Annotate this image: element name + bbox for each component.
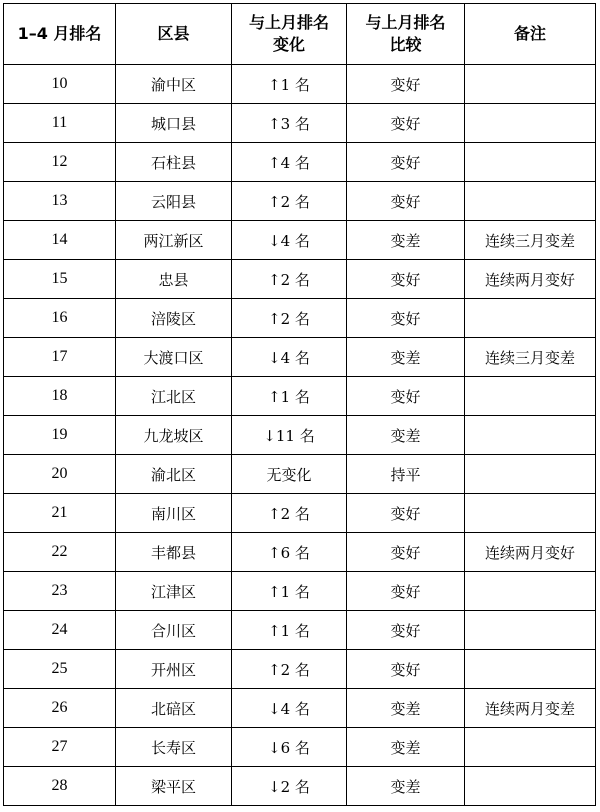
cell-rank: 17 — [4, 338, 116, 377]
table-row — [4, 572, 596, 611]
table-row — [4, 299, 596, 338]
cell-rank: 12 — [4, 143, 116, 182]
cell-district: 九龙坡区 — [116, 416, 232, 455]
cell-rank-change: ↑1 名 — [232, 65, 347, 104]
cell-rank-change: ↑1 名 — [232, 377, 347, 416]
cell-rank-compare: 变好 — [347, 611, 465, 650]
cell-rank: 19 — [4, 416, 116, 455]
table-row — [4, 65, 596, 104]
cell-district: 渝中区 — [116, 65, 232, 104]
cell-rank-change: ↑2 名 — [232, 494, 347, 533]
cell-rank-compare: 变差 — [347, 689, 465, 728]
cell-rank-compare: 变好 — [347, 299, 465, 338]
table-row — [4, 221, 596, 260]
cell-note — [465, 455, 596, 494]
table-row — [4, 767, 596, 806]
cell-rank-compare: 变好 — [347, 143, 465, 182]
cell-rank-change: ↓4 名 — [232, 689, 347, 728]
table-row — [4, 377, 596, 416]
table-row — [4, 416, 596, 455]
table-row — [4, 338, 596, 377]
cell-rank: 15 — [4, 260, 116, 299]
cell-rank: 14 — [4, 221, 116, 260]
header-rank-change: 与上月排名 变化 — [232, 4, 347, 65]
table-row — [4, 689, 596, 728]
cell-rank-change: ↓4 名 — [232, 338, 347, 377]
cell-note — [465, 416, 596, 455]
cell-district: 长寿区 — [116, 728, 232, 767]
cell-rank-change: ↑6 名 — [232, 533, 347, 572]
table-row — [4, 455, 596, 494]
cell-district: 江津区 — [116, 572, 232, 611]
cell-note: 连续三月变差 — [465, 338, 596, 377]
cell-rank-change: ↓2 名 — [232, 767, 347, 806]
header-rank-compare: 与上月排名 比较 — [347, 4, 465, 65]
table-row — [4, 260, 596, 299]
cell-rank: 10 — [4, 65, 116, 104]
table-row — [4, 611, 596, 650]
cell-district: 合川区 — [116, 611, 232, 650]
cell-rank-compare: 变好 — [347, 572, 465, 611]
cell-rank: 28 — [4, 767, 116, 806]
table-row — [4, 182, 596, 221]
cell-district: 涪陵区 — [116, 299, 232, 338]
cell-rank-change: ↑2 名 — [232, 650, 347, 689]
cell-rank-change: ↑3 名 — [232, 104, 347, 143]
cell-rank-change: ↑4 名 — [232, 143, 347, 182]
cell-rank: 23 — [4, 572, 116, 611]
cell-rank-compare: 变差 — [347, 416, 465, 455]
cell-note — [465, 494, 596, 533]
cell-rank-compare: 变好 — [347, 650, 465, 689]
cell-note — [465, 728, 596, 767]
cell-district: 两江新区 — [116, 221, 232, 260]
cell-district: 丰都县 — [116, 533, 232, 572]
cell-rank-change: ↑2 名 — [232, 299, 347, 338]
cell-rank: 25 — [4, 650, 116, 689]
cell-rank-change: ↓11 名 — [232, 416, 347, 455]
cell-rank-compare: 变差 — [347, 728, 465, 767]
table-row — [4, 728, 596, 767]
cell-rank-change: ↓4 名 — [232, 221, 347, 260]
cell-rank-compare: 变好 — [347, 104, 465, 143]
cell-note — [465, 572, 596, 611]
cell-rank-compare: 变好 — [347, 182, 465, 221]
cell-note — [465, 65, 596, 104]
cell-district: 开州区 — [116, 650, 232, 689]
cell-rank: 21 — [4, 494, 116, 533]
cell-rank-compare: 变差 — [347, 767, 465, 806]
cell-district: 大渡口区 — [116, 338, 232, 377]
header-rank: 1–4 月排名 — [4, 4, 116, 65]
cell-rank-change: ↑2 名 — [232, 182, 347, 221]
cell-rank-compare: 变好 — [347, 533, 465, 572]
cell-district: 石柱县 — [116, 143, 232, 182]
cell-rank: 22 — [4, 533, 116, 572]
cell-note — [465, 767, 596, 806]
cell-note: 连续两月变差 — [465, 689, 596, 728]
cell-note — [465, 650, 596, 689]
cell-rank-compare: 变好 — [347, 377, 465, 416]
cell-rank-compare: 变差 — [347, 221, 465, 260]
table-row — [4, 143, 596, 182]
table-row — [4, 494, 596, 533]
cell-note — [465, 377, 596, 416]
cell-rank: 16 — [4, 299, 116, 338]
cell-note: 连续三月变差 — [465, 221, 596, 260]
table-row — [4, 650, 596, 689]
cell-note — [465, 299, 596, 338]
table-header-row — [4, 4, 596, 65]
cell-note: 连续两月变好 — [465, 260, 596, 299]
cell-note — [465, 104, 596, 143]
cell-note: 连续两月变好 — [465, 533, 596, 572]
cell-rank-change: ↑1 名 — [232, 611, 347, 650]
cell-rank: 18 — [4, 377, 116, 416]
cell-rank: 26 — [4, 689, 116, 728]
table-row — [4, 533, 596, 572]
cell-district: 南川区 — [116, 494, 232, 533]
cell-rank: 20 — [4, 455, 116, 494]
cell-rank-compare: 变好 — [347, 65, 465, 104]
cell-rank: 11 — [4, 104, 116, 143]
cell-note — [465, 611, 596, 650]
table-row — [4, 104, 596, 143]
table-body — [4, 65, 596, 806]
cell-district: 渝北区 — [116, 455, 232, 494]
document-page — [3, 3, 595, 806]
cell-rank: 27 — [4, 728, 116, 767]
cell-rank-change: 无变化 — [232, 455, 347, 494]
cell-note — [465, 182, 596, 221]
cell-rank-compare: 变差 — [347, 338, 465, 377]
cell-district: 忠县 — [116, 260, 232, 299]
cell-rank: 13 — [4, 182, 116, 221]
cell-rank-compare: 变好 — [347, 260, 465, 299]
cell-district: 江北区 — [116, 377, 232, 416]
header-district: 区县 — [116, 4, 232, 65]
cell-note — [465, 143, 596, 182]
cell-rank-compare: 持平 — [347, 455, 465, 494]
cell-district: 梁平区 — [116, 767, 232, 806]
cell-district: 城口县 — [116, 104, 232, 143]
cell-district: 北碚区 — [116, 689, 232, 728]
cell-district: 云阳县 — [116, 182, 232, 221]
cell-rank-change: ↑1 名 — [232, 572, 347, 611]
cell-rank-change: ↓6 名 — [232, 728, 347, 767]
header-note: 备注 — [465, 4, 596, 65]
ranking-table — [3, 3, 596, 806]
cell-rank: 24 — [4, 611, 116, 650]
cell-rank-compare: 变好 — [347, 494, 465, 533]
cell-rank-change: ↑2 名 — [232, 260, 347, 299]
